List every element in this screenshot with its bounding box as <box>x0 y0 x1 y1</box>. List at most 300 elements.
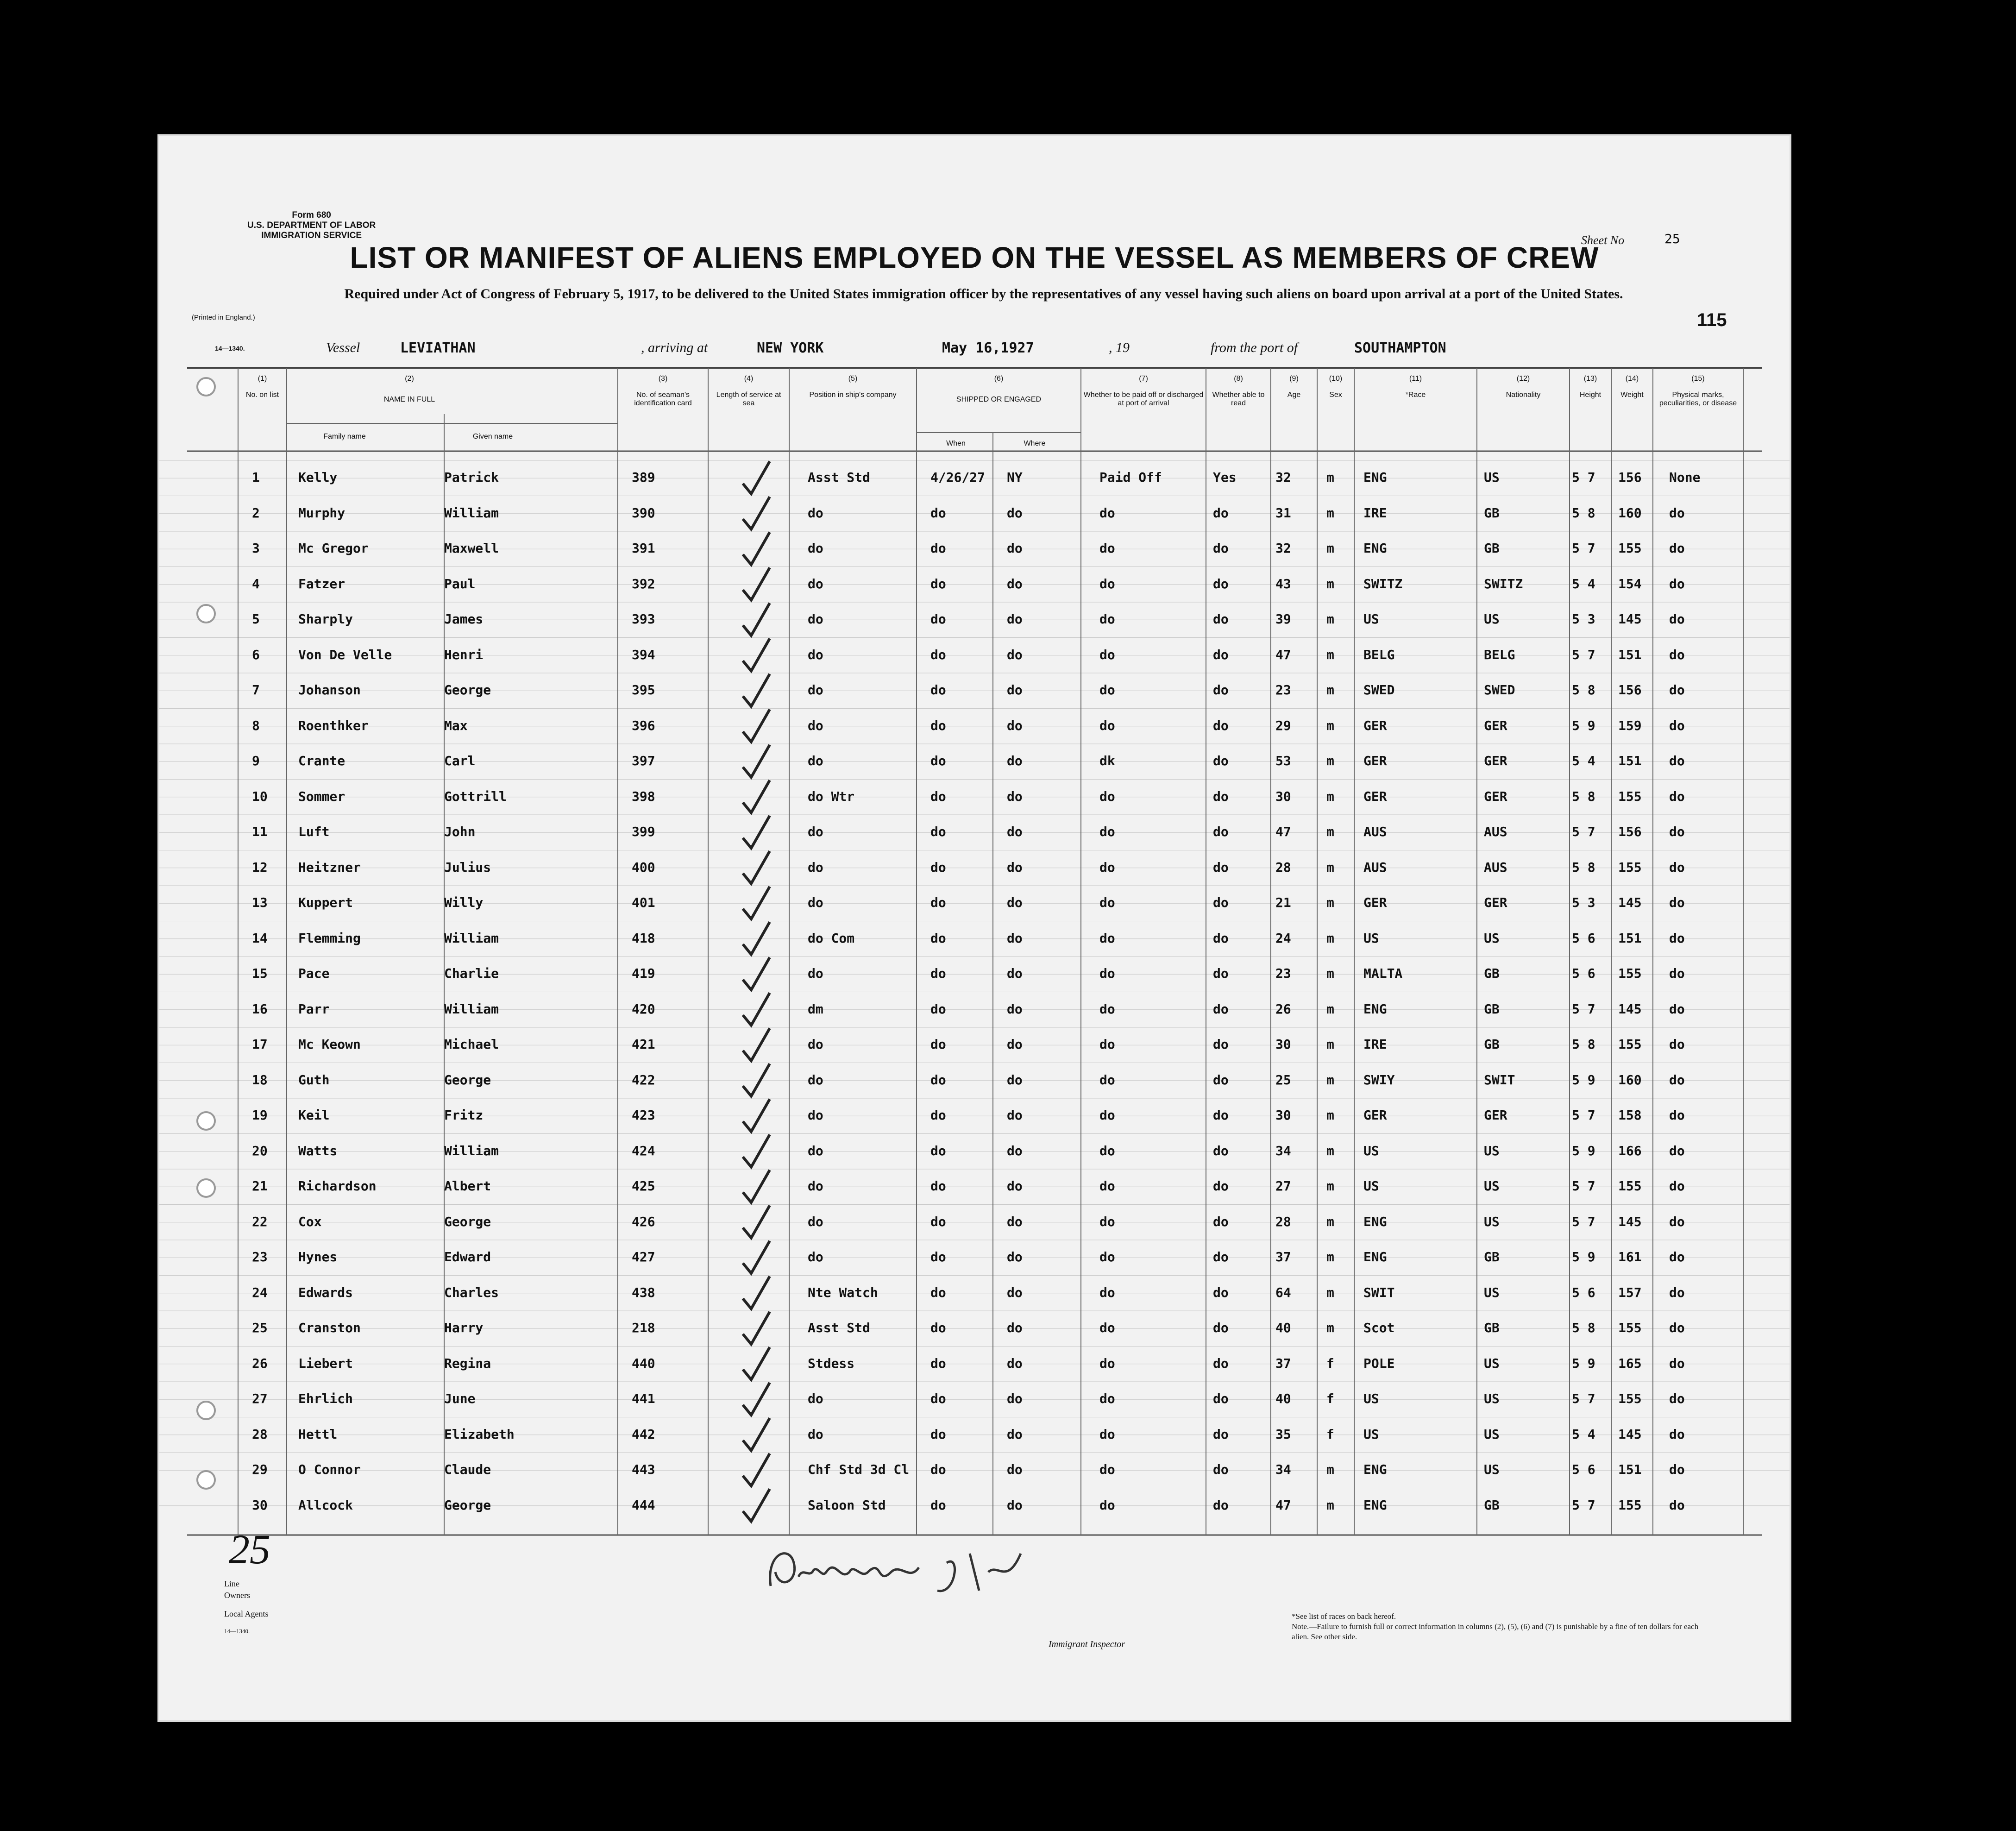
table-cell: GB <box>1484 1249 1500 1265</box>
table-cell: do <box>1213 1426 1229 1442</box>
table-cell: Julius <box>444 859 491 875</box>
table-cell: do <box>1213 1391 1229 1406</box>
check-mark <box>743 922 770 955</box>
check-mark <box>743 1135 770 1167</box>
table-cell: m <box>1326 682 1334 698</box>
table-cell: Mc Keown <box>298 1037 361 1052</box>
table-cell: 392 <box>632 576 655 591</box>
table-cell: m <box>1326 611 1334 627</box>
table-cell: BELG <box>1363 647 1395 662</box>
footnote <box>1292 1611 1708 1642</box>
table-cell: do <box>930 682 946 698</box>
table-cell: m <box>1326 541 1334 556</box>
table-cell: m <box>1326 859 1334 875</box>
table-cell: 422 <box>632 1072 655 1088</box>
table-cell: ENG <box>1363 470 1387 485</box>
table-cell: US <box>1484 1462 1500 1477</box>
table-cell: do <box>808 859 823 875</box>
arriving-label: , arriving at <box>641 340 708 355</box>
table-cell: 18 <box>252 1072 268 1088</box>
table-cell: AUS <box>1484 824 1507 839</box>
table-cell: AUS <box>1484 859 1507 875</box>
table-cell: do <box>1213 1001 1229 1017</box>
table-cell: do <box>1099 1249 1115 1265</box>
table-cell: do Com <box>808 930 855 946</box>
table-cell: do <box>1099 1284 1115 1300</box>
table-cell: do <box>1669 1249 1685 1265</box>
table-cell: Paid Off <box>1099 470 1162 485</box>
check-mark <box>743 851 770 884</box>
table-cell: 5 8 <box>1572 859 1595 875</box>
table-cell: ENG <box>1363 1497 1387 1513</box>
column-header: SHIPPED OR ENGAGED <box>956 396 1042 403</box>
table-cell: Elizabeth <box>444 1426 515 1442</box>
table-cell: GB <box>1484 1320 1500 1335</box>
table-cell: do <box>1007 1214 1023 1229</box>
table-cell: 30 <box>1275 1037 1291 1052</box>
table-cell: 5 6 <box>1572 1284 1595 1300</box>
column-number: (4) <box>744 375 754 383</box>
table-cell: do <box>1007 1072 1023 1088</box>
column-header: Height <box>1579 391 1601 399</box>
table-cell: do <box>930 788 946 804</box>
check-mark <box>743 1064 770 1096</box>
table-cell: 20 <box>252 1143 268 1158</box>
table-cell: do <box>1669 1355 1685 1371</box>
table-cell: 160 <box>1618 505 1642 521</box>
table-cell: Cranston <box>298 1320 361 1335</box>
table-cell: 145 <box>1618 1426 1642 1442</box>
table-cell: do <box>1099 505 1115 521</box>
table-cell: GER <box>1363 1107 1387 1123</box>
table-cell: 25 <box>1275 1072 1291 1088</box>
table-cell: do <box>1007 682 1023 698</box>
table-cell: US <box>1363 1426 1379 1442</box>
table-cell: GER <box>1484 717 1507 733</box>
table-cell: do <box>1007 1284 1023 1300</box>
table-cell: 443 <box>632 1462 655 1477</box>
table-cell: 419 <box>632 966 655 981</box>
table-cell: Kelly <box>298 470 338 485</box>
table-cell: m <box>1326 895 1334 910</box>
table-cell: 28 <box>1275 859 1291 875</box>
table-cell: POLE <box>1363 1355 1395 1371</box>
table-cell: do <box>1007 611 1023 627</box>
table-cell: 64 <box>1275 1284 1291 1300</box>
table-cell: do <box>1007 576 1023 591</box>
table-cell: NY <box>1007 470 1023 485</box>
check-mark <box>743 745 770 777</box>
table-cell: do <box>930 1249 946 1265</box>
table-cell: do <box>930 1355 946 1371</box>
table-cell: do <box>930 824 946 839</box>
table-cell: 7 <box>252 682 260 698</box>
table-cell: do <box>1099 1462 1115 1477</box>
table-cell: m <box>1326 1284 1334 1300</box>
table-cell: m <box>1326 1462 1334 1477</box>
table-cell: do <box>808 1391 823 1406</box>
column-header: Whether to be paid off or discharged at port of arrival <box>1083 391 1204 407</box>
table-cell: Maxwell <box>444 541 499 556</box>
table-cell: do <box>808 895 823 910</box>
table-cell: do <box>1099 1320 1115 1335</box>
table-cell: do <box>1099 824 1115 839</box>
form-number: Form 680 <box>292 210 331 220</box>
table-cell: 5 7 <box>1572 647 1595 662</box>
table-cell: 161 <box>1618 1249 1642 1265</box>
table-cell: do <box>808 647 823 662</box>
table-cell: do <box>930 1497 946 1513</box>
check-mark <box>743 568 770 600</box>
table-cell: Roenthker <box>298 717 369 733</box>
table-cell: Harry <box>444 1320 484 1335</box>
table-cell: 28 <box>252 1426 268 1442</box>
table-cell: do <box>1669 824 1685 839</box>
check-mark <box>743 1170 770 1202</box>
check-mark <box>743 1206 770 1238</box>
table-cell: 5 4 <box>1572 753 1595 768</box>
table-cell: 32 <box>1275 470 1291 485</box>
table-cell: do <box>1099 682 1115 698</box>
table-cell: do <box>930 1462 946 1477</box>
from-label: from the port of <box>1211 340 1298 355</box>
table-cell: do <box>1213 930 1229 946</box>
table-cell: US <box>1363 930 1379 946</box>
table-cell: 47 <box>1275 824 1291 839</box>
table-cell: 11 <box>252 824 268 839</box>
table-cell: 151 <box>1618 930 1642 946</box>
table-cell: m <box>1326 1249 1334 1265</box>
table-cell: IRE <box>1363 1037 1387 1052</box>
column-header: Nationality <box>1506 391 1541 399</box>
table-cell: 441 <box>632 1391 655 1406</box>
table-cell: Carl <box>444 753 476 768</box>
table-cell: SWED <box>1484 682 1515 698</box>
column-header: Physical marks, peculiarities, or disease <box>1659 391 1737 407</box>
table-cell: 158 <box>1618 1107 1642 1123</box>
table-cell: do <box>1099 1497 1115 1513</box>
table-cell: do <box>1213 1462 1229 1477</box>
table-cell: 24 <box>252 1284 268 1300</box>
table-cell: GB <box>1484 505 1500 521</box>
table-cell: do <box>1099 611 1115 627</box>
column-number: (8) <box>1234 375 1243 383</box>
table-cell: do <box>930 1037 946 1052</box>
table-cell: 159 <box>1618 717 1642 733</box>
table-cell: do <box>1669 541 1685 556</box>
table-cell: 24 <box>1275 930 1291 946</box>
table-cell: 5 8 <box>1572 682 1595 698</box>
table-cell: 155 <box>1618 1178 1642 1194</box>
table-cell: 13 <box>252 895 268 910</box>
table-cell: US <box>1484 470 1500 485</box>
table-cell: George <box>444 1214 491 1229</box>
table-cell: m <box>1326 1178 1334 1194</box>
table-cell: do <box>1213 1037 1229 1052</box>
table-cell: do <box>1669 1178 1685 1194</box>
table-cell: 9 <box>252 753 260 768</box>
check-mark <box>743 497 770 529</box>
table-cell: do <box>1213 576 1229 591</box>
table-cell: 5 8 <box>1572 1320 1595 1335</box>
table-cell: do <box>1669 647 1685 662</box>
table-cell: do <box>808 576 823 591</box>
table-cell: 27 <box>1275 1178 1291 1194</box>
table-cell: 421 <box>632 1037 655 1052</box>
table-cell: do <box>1213 1284 1229 1300</box>
check-mark <box>743 1277 770 1309</box>
table-cell: 15 <box>252 966 268 981</box>
inspector-label: Immigrant Inspector <box>1049 1639 1125 1649</box>
sheet-number: 25 <box>1664 231 1680 246</box>
table-cell: 438 <box>632 1284 655 1300</box>
table-cell: 1 <box>252 470 260 485</box>
table-cell: 6 <box>252 647 260 662</box>
table-cell: 393 <box>632 611 655 627</box>
table-cell: 155 <box>1618 1497 1642 1513</box>
table-cell: do <box>808 1178 823 1194</box>
table-cell: 420 <box>632 1001 655 1017</box>
column-subheader: Given name <box>472 433 513 440</box>
arriving-port: NEW YORK <box>757 340 824 356</box>
column-number: (3) <box>658 375 668 383</box>
table-cell: do <box>930 1320 946 1335</box>
table-cell: Heitzner <box>298 859 361 875</box>
table-cell: GER <box>1484 753 1507 768</box>
department-name: U.S. DEPARTMENT OF LABOR <box>247 220 376 230</box>
table-cell: 23 <box>1275 966 1291 981</box>
table-cell: GB <box>1484 541 1500 556</box>
check-mark <box>743 710 770 742</box>
column-number: (5) <box>848 375 858 383</box>
table-cell: Kuppert <box>298 895 353 910</box>
table-cell: 155 <box>1618 541 1642 556</box>
table-cell: 442 <box>632 1426 655 1442</box>
table-cell: 29 <box>252 1462 268 1477</box>
table-cell: do <box>1213 717 1229 733</box>
table-cell: do <box>808 1426 823 1442</box>
table-cell: do <box>930 1284 946 1300</box>
table-cell: do <box>1099 1037 1115 1052</box>
table-cell: William <box>444 930 499 946</box>
binder-hole <box>196 604 216 623</box>
table-cell: 5 3 <box>1572 895 1595 910</box>
table-cell: George <box>444 682 491 698</box>
table-cell: 218 <box>632 1320 655 1335</box>
table-cell: do <box>1007 1320 1023 1335</box>
table-cell: do <box>1099 1391 1115 1406</box>
table-cell: US <box>1363 1143 1379 1158</box>
table-cell: 21 <box>1275 895 1291 910</box>
column-header: Length of service at sea <box>716 391 781 407</box>
table-cell: do <box>1007 788 1023 804</box>
table-cell: do <box>1213 966 1229 981</box>
table-cell: 29 <box>1275 717 1291 733</box>
table-cell: do <box>1669 505 1685 521</box>
table-cell: do <box>930 1107 946 1123</box>
table-cell: do <box>1669 1284 1685 1300</box>
table-cell: do <box>1007 1178 1023 1194</box>
table-cell: George <box>444 1072 491 1088</box>
table-cell: 39 <box>1275 611 1291 627</box>
table-cell: MALTA <box>1363 966 1403 981</box>
table-cell: ENG <box>1363 1249 1387 1265</box>
table-cell: AUS <box>1363 824 1387 839</box>
table-cell: Patrick <box>444 470 499 485</box>
column-header: Weight <box>1620 391 1644 399</box>
table-cell: do <box>930 1214 946 1229</box>
table-cell: 157 <box>1618 1284 1642 1300</box>
table-cell: do <box>808 1037 823 1052</box>
table-cell: do <box>1007 1426 1023 1442</box>
table-cell: 155 <box>1618 1391 1642 1406</box>
table-cell: Nte Watch <box>808 1284 878 1300</box>
table-cell: 401 <box>632 895 655 910</box>
table-cell: m <box>1326 1214 1334 1229</box>
check-mark <box>743 957 770 990</box>
table-cell: William <box>444 1143 499 1158</box>
table-cell: do <box>930 505 946 521</box>
table-cell: do <box>1099 717 1115 733</box>
table-cell: do <box>808 1107 823 1123</box>
check-mark <box>743 816 770 848</box>
table-cell: 425 <box>632 1178 655 1194</box>
table-cell: 444 <box>632 1497 655 1513</box>
table-cell: SWITZ <box>1363 576 1403 591</box>
table-cell: 31 <box>1275 505 1291 521</box>
table-cell: do <box>808 541 823 556</box>
table-cell: do <box>1007 824 1023 839</box>
table-cell: do <box>930 753 946 768</box>
table-cell: do <box>1213 1355 1229 1371</box>
table-cell: do <box>1669 1107 1685 1123</box>
table-cell: m <box>1326 717 1334 733</box>
table-cell: 32 <box>1275 541 1291 556</box>
table-cell: Allcock <box>298 1497 353 1513</box>
table-cell: do <box>1213 1249 1229 1265</box>
table-cell: m <box>1326 753 1334 768</box>
table-cell: 390 <box>632 505 655 521</box>
table-cell: 145 <box>1618 611 1642 627</box>
check-mark <box>743 1241 770 1273</box>
table-cell: do <box>1669 1462 1685 1477</box>
page-title: LIST OR MANIFEST OF ALIENS EMPLOYED ON THE VESSEL AS MEMBERS OF CREW <box>350 241 1599 274</box>
table-cell: do <box>1099 1426 1115 1442</box>
table-cell: Von De Velle <box>298 647 392 662</box>
table-cell: 5 9 <box>1572 717 1595 733</box>
table-cell: 5 8 <box>1572 788 1595 804</box>
table-cell: GER <box>1363 895 1387 910</box>
table-cell: 30 <box>1275 788 1291 804</box>
table-cell: do <box>1669 1143 1685 1158</box>
column-header: Whether able to read <box>1212 391 1265 407</box>
column-header: No. on list <box>245 391 279 399</box>
table-cell: f <box>1326 1391 1334 1406</box>
table-cell: Keil <box>298 1107 330 1123</box>
table-cell: US <box>1484 1426 1500 1442</box>
check-mark <box>743 603 770 636</box>
table-cell: 25 <box>252 1320 268 1335</box>
table-cell: 23 <box>1275 682 1291 698</box>
column-number: (15) <box>1691 375 1705 383</box>
table-cell: 40 <box>1275 1320 1291 1335</box>
table-cell: US <box>1484 1391 1500 1406</box>
column-header: No. of seaman's identification card <box>634 391 692 407</box>
table-cell: m <box>1326 647 1334 662</box>
footer-agents-label: Local Agents <box>224 1609 269 1618</box>
table-cell: 145 <box>1618 1001 1642 1017</box>
table-cell: 5 7 <box>1572 470 1595 485</box>
table-cell: m <box>1326 1497 1334 1513</box>
table-cell: Paul <box>444 576 476 591</box>
table-cell: f <box>1326 1355 1334 1371</box>
table-cell: do <box>1007 1355 1023 1371</box>
column-number: (7) <box>1139 375 1148 383</box>
table-cell: m <box>1326 505 1334 521</box>
column-number: (12) <box>1516 375 1530 383</box>
table-cell: do <box>930 1072 946 1088</box>
table-cell: 423 <box>632 1107 655 1123</box>
table-cell: 35 <box>1275 1426 1291 1442</box>
table-cell: m <box>1326 966 1334 981</box>
table-cell: do <box>1007 1462 1023 1477</box>
check-mark <box>743 532 770 565</box>
table-cell: 5 8 <box>1572 1037 1595 1052</box>
table-cell: SWED <box>1363 682 1395 698</box>
binder-hole <box>196 1401 216 1420</box>
table-cell: 2 <box>252 505 260 521</box>
table-cell: 37 <box>1275 1355 1291 1371</box>
table-cell: 26 <box>252 1355 268 1371</box>
table-cell: US <box>1484 1178 1500 1194</box>
table-cell: 19 <box>252 1107 268 1123</box>
table-cell: 155 <box>1618 859 1642 875</box>
column-subheader: When <box>946 440 966 447</box>
table-cell: do <box>1099 788 1115 804</box>
table-cell: 5 6 <box>1572 966 1595 981</box>
table-cell: do <box>930 576 946 591</box>
table-cell: 151 <box>1618 647 1642 662</box>
table-cell: Regina <box>444 1355 491 1371</box>
table-cell: Albert <box>444 1178 491 1194</box>
table-cell: Charlie <box>444 966 499 981</box>
column-number: (9) <box>1289 375 1299 383</box>
table-cell: 398 <box>632 788 655 804</box>
table-cell: GB <box>1484 1037 1500 1052</box>
table-cell: do <box>1099 1072 1115 1088</box>
table-cell: Richardson <box>298 1178 377 1194</box>
check-mark <box>743 1099 770 1132</box>
table-cell: 5 9 <box>1572 1355 1595 1371</box>
page-number: 115 <box>1697 310 1727 330</box>
check-mark <box>743 1028 770 1061</box>
table-cell: do <box>1099 1178 1115 1194</box>
table-cell: IRE <box>1363 505 1387 521</box>
table-cell: US <box>1484 930 1500 946</box>
table-cell: 160 <box>1618 1072 1642 1088</box>
table-cell: Guth <box>298 1072 330 1088</box>
table-cell: do <box>1669 788 1685 804</box>
table-cell: Edward <box>444 1249 491 1265</box>
table-cell: US <box>1363 1391 1379 1406</box>
table-cell: GB <box>1484 966 1500 981</box>
table-cell: Hynes <box>298 1249 338 1265</box>
table-cell: GER <box>1484 895 1507 910</box>
table-cell: Charles <box>444 1284 499 1300</box>
table-cell: US <box>1363 1178 1379 1194</box>
table-cell: None <box>1669 470 1701 485</box>
table-cell: 5 7 <box>1572 824 1595 839</box>
